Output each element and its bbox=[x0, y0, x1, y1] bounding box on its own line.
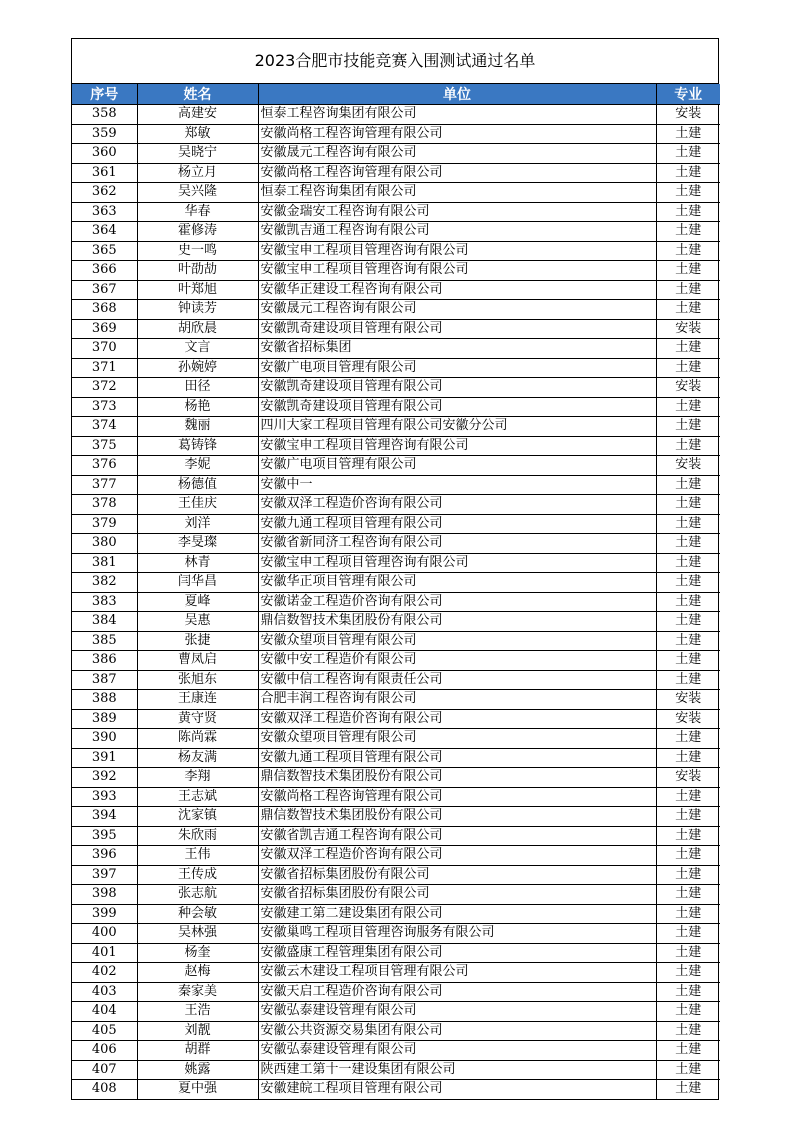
table-row bbox=[72, 904, 720, 924]
row-number: 370 bbox=[72, 339, 137, 359]
table-row bbox=[72, 807, 720, 827]
company-name: 安徽弘泰建设管理有限公司 bbox=[258, 1002, 656, 1022]
company-name: 安徽众望项目管理有限公司 bbox=[258, 631, 656, 651]
major-label: 土建 bbox=[656, 729, 720, 749]
person-name: 王伟 bbox=[137, 846, 258, 866]
row-number: 389 bbox=[72, 709, 137, 729]
company-name: 安徽宝申工程项目管理咨询有限公司 bbox=[258, 436, 656, 456]
major-label: 土建 bbox=[656, 651, 720, 671]
major-label: 土建 bbox=[656, 846, 720, 866]
table-row bbox=[72, 865, 720, 885]
person-name: 张捷 bbox=[137, 631, 258, 651]
company-name: 安徽省新同济工程咨询有限公司 bbox=[258, 534, 656, 554]
major-label: 土建 bbox=[656, 163, 720, 183]
row-number: 362 bbox=[72, 183, 137, 203]
table-row bbox=[72, 397, 720, 417]
major-label: 土建 bbox=[656, 885, 720, 905]
person-name: 王传成 bbox=[137, 865, 258, 885]
row-number: 364 bbox=[72, 222, 137, 242]
column-header-major: 专业 bbox=[656, 84, 720, 105]
major-label: 土建 bbox=[656, 339, 720, 359]
company-name: 安徽晟元工程咨询有限公司 bbox=[258, 144, 656, 164]
row-number: 397 bbox=[72, 865, 137, 885]
row-number: 393 bbox=[72, 787, 137, 807]
company-name: 安徽省招标集团股份有限公司 bbox=[258, 865, 656, 885]
row-number: 359 bbox=[72, 124, 137, 144]
row-number: 380 bbox=[72, 534, 137, 554]
major-label: 土建 bbox=[656, 592, 720, 612]
person-name: 钟读芳 bbox=[137, 300, 258, 320]
major-label: 土建 bbox=[656, 1021, 720, 1041]
table-row bbox=[72, 1060, 720, 1080]
person-name: 文言 bbox=[137, 339, 258, 359]
row-number: 400 bbox=[72, 924, 137, 944]
company-name: 安徽九通工程项目管理有限公司 bbox=[258, 748, 656, 768]
person-name: 郑敏 bbox=[137, 124, 258, 144]
major-label: 土建 bbox=[656, 982, 720, 1002]
company-name: 安徽广电项目管理有限公司 bbox=[258, 358, 656, 378]
major-label: 安装 bbox=[656, 768, 720, 788]
row-number: 381 bbox=[72, 553, 137, 573]
company-name: 安徽建工第二建设集团有限公司 bbox=[258, 904, 656, 924]
row-number: 386 bbox=[72, 651, 137, 671]
row-number: 379 bbox=[72, 514, 137, 534]
table-row bbox=[72, 846, 720, 866]
major-label: 土建 bbox=[656, 670, 720, 690]
row-number: 376 bbox=[72, 456, 137, 476]
major-label: 土建 bbox=[656, 943, 720, 963]
person-name: 胡群 bbox=[137, 1041, 258, 1061]
major-label: 土建 bbox=[656, 807, 720, 827]
row-number: 368 bbox=[72, 300, 137, 320]
row-number: 371 bbox=[72, 358, 137, 378]
major-label: 土建 bbox=[656, 261, 720, 281]
company-name: 安徽省招标集团股份有限公司 bbox=[258, 885, 656, 905]
person-name: 吴兴隆 bbox=[137, 183, 258, 203]
major-label: 安装 bbox=[656, 709, 720, 729]
table-row bbox=[72, 768, 720, 788]
table-row bbox=[72, 553, 720, 573]
table-row bbox=[72, 748, 720, 768]
table-row bbox=[72, 943, 720, 963]
row-number: 384 bbox=[72, 612, 137, 632]
table-row bbox=[72, 592, 720, 612]
person-name: 夏中强 bbox=[137, 1080, 258, 1099]
person-name: 魏丽 bbox=[137, 417, 258, 437]
table-row bbox=[72, 651, 720, 671]
major-label: 安装 bbox=[656, 105, 720, 125]
row-number: 396 bbox=[72, 846, 137, 866]
row-number: 408 bbox=[91, 1081, 117, 1097]
company-name: 陕西建工第十一建设集团有限公司 bbox=[258, 1060, 656, 1080]
table-row bbox=[72, 495, 720, 515]
header-row bbox=[72, 84, 720, 105]
company-name: 鼎信数智技术集团股份有限公司 bbox=[258, 768, 656, 788]
row-number: 407 bbox=[72, 1060, 137, 1080]
person-name: 高建安 bbox=[137, 105, 258, 125]
major-label: 土建 bbox=[656, 495, 720, 515]
row-number: 382 bbox=[72, 573, 137, 593]
row-number: 391 bbox=[72, 748, 137, 768]
row-number: 360 bbox=[72, 144, 137, 164]
person-name: 朱欣雨 bbox=[137, 826, 258, 846]
column-header-unit: 单位 bbox=[258, 84, 656, 105]
major-label: 土建 bbox=[656, 631, 720, 651]
row-number: 366 bbox=[72, 261, 137, 281]
row-number: 372 bbox=[72, 378, 137, 398]
company-name: 安徽尚格工程咨询管理有限公司 bbox=[258, 163, 656, 183]
table-row bbox=[72, 124, 720, 144]
person-name: 霍修涛 bbox=[137, 222, 258, 242]
person-name: 种会敏 bbox=[137, 904, 258, 924]
company-name: 恒泰工程咨询集团有限公司 bbox=[258, 183, 656, 203]
person-name: 杨艳 bbox=[137, 397, 258, 417]
table-row bbox=[72, 1021, 720, 1041]
major-label: 土建 bbox=[656, 963, 720, 983]
row-number: 385 bbox=[72, 631, 137, 651]
row-number: 404 bbox=[72, 1002, 137, 1022]
person-name: 叶郑旭 bbox=[137, 280, 258, 300]
table-row bbox=[72, 436, 720, 456]
major-label: 安装 bbox=[656, 319, 720, 339]
company-name: 安徽尚格工程咨询管理有限公司 bbox=[258, 787, 656, 807]
company-name: 鼎信数智技术集团股份有限公司 bbox=[258, 612, 656, 632]
person-name: 李妮 bbox=[137, 456, 258, 476]
table-row bbox=[72, 982, 720, 1002]
table-row bbox=[72, 378, 720, 398]
table-row bbox=[72, 475, 720, 495]
major-label: 土建 bbox=[656, 924, 720, 944]
major-label: 土建 bbox=[656, 1060, 720, 1080]
company-name: 安徽凯吉通工程咨询有限公司 bbox=[258, 222, 656, 242]
company-name: 安徽金瑞安工程咨询有限公司 bbox=[258, 202, 656, 222]
company-name: 安徽盛康工程管理集团有限公司 bbox=[258, 943, 656, 963]
roster-body bbox=[72, 105, 720, 1099]
company-name: 安徽宝申工程项目管理咨询有限公司 bbox=[258, 261, 656, 281]
major-label: 土建 bbox=[656, 904, 720, 924]
major-label: 土建 bbox=[656, 553, 720, 573]
company-name: 安徽双泽工程造价咨询有限公司 bbox=[258, 495, 656, 515]
table-row bbox=[72, 924, 720, 944]
table-row bbox=[72, 534, 720, 554]
company-name: 安徽中信工程咨询有限责任公司 bbox=[258, 670, 656, 690]
major-label: 土建 bbox=[656, 358, 720, 378]
row-number: 398 bbox=[72, 885, 137, 905]
company-name: 安徽公共资源交易集团有限公司 bbox=[258, 1021, 656, 1041]
person-name: 李翔 bbox=[137, 768, 258, 788]
person-name: 葛铸锋 bbox=[137, 436, 258, 456]
table-row bbox=[72, 1041, 720, 1061]
row-number: 373 bbox=[72, 397, 137, 417]
table-row bbox=[72, 670, 720, 690]
company-name: 安徽省招标集团 bbox=[258, 339, 656, 359]
major-label: 安装 bbox=[656, 690, 720, 710]
person-name: 吴惠 bbox=[137, 612, 258, 632]
major-label: 土建 bbox=[656, 241, 720, 261]
person-name: 王志斌 bbox=[137, 787, 258, 807]
company-name: 安徽中一 bbox=[258, 475, 656, 495]
table-row bbox=[72, 963, 720, 983]
company-name: 安徽省凯吉通工程咨询有限公司 bbox=[258, 826, 656, 846]
company-name: 安徽华正建设工程咨询有限公司 bbox=[258, 280, 656, 300]
row-number: 406 bbox=[72, 1041, 137, 1061]
person-name: 陈尚霖 bbox=[137, 729, 258, 749]
company-name: 安徽巢鸣工程项目管理咨询服务有限公司 bbox=[258, 924, 656, 944]
person-name: 孙婉婷 bbox=[137, 358, 258, 378]
row-number: 377 bbox=[72, 475, 137, 495]
major-label: 土建 bbox=[656, 1041, 720, 1061]
major-label: 土建 bbox=[656, 144, 720, 164]
row-number: 394 bbox=[72, 807, 137, 827]
row-number: 401 bbox=[72, 943, 137, 963]
person-name: 曹凤启 bbox=[137, 651, 258, 671]
table-row bbox=[72, 1080, 720, 1099]
person-name: 刘靓 bbox=[137, 1021, 258, 1041]
row-number: 369 bbox=[72, 319, 137, 339]
table-row bbox=[72, 280, 720, 300]
major-label: 安装 bbox=[656, 456, 720, 476]
row-number: 392 bbox=[72, 768, 137, 788]
company-name: 鼎信数智技术集团股份有限公司 bbox=[258, 807, 656, 827]
person-name: 史一鸣 bbox=[137, 241, 258, 261]
company-name: 安徽建皖工程项目管理有限公司 bbox=[258, 1080, 656, 1099]
person-name: 张旭东 bbox=[137, 670, 258, 690]
major-label: 土建 bbox=[656, 475, 720, 495]
company-name: 安徽广电项目管理有限公司 bbox=[258, 456, 656, 476]
row-number: 402 bbox=[72, 963, 137, 983]
row-number: 378 bbox=[72, 495, 137, 515]
company-name: 安徽弘泰建设管理有限公司 bbox=[258, 1041, 656, 1061]
person-name: 张志航 bbox=[137, 885, 258, 905]
table-row bbox=[72, 222, 720, 242]
person-name: 刘洋 bbox=[137, 514, 258, 534]
major-label: 土建 bbox=[656, 534, 720, 554]
table-row bbox=[72, 456, 720, 476]
table-row bbox=[72, 690, 720, 710]
table-row bbox=[72, 241, 720, 261]
major-label: 土建 bbox=[656, 1080, 720, 1099]
person-name: 胡欣晨 bbox=[137, 319, 258, 339]
table-row bbox=[72, 709, 720, 729]
table-row bbox=[72, 339, 720, 359]
table-row bbox=[72, 514, 720, 534]
major-label: 土建 bbox=[656, 1002, 720, 1022]
person-name: 田径 bbox=[137, 378, 258, 398]
major-label: 土建 bbox=[656, 514, 720, 534]
person-name: 杨奎 bbox=[137, 943, 258, 963]
page-title: 2023合肥市技能竞赛入围测试通过名单 bbox=[72, 39, 718, 84]
company-name: 安徽九通工程项目管理有限公司 bbox=[258, 514, 656, 534]
row-number: 374 bbox=[72, 417, 137, 437]
person-name: 杨德值 bbox=[137, 475, 258, 495]
company-name: 安徽宝申工程项目管理咨询有限公司 bbox=[258, 241, 656, 261]
table-row bbox=[72, 202, 720, 222]
table-row bbox=[72, 144, 720, 164]
major-label: 土建 bbox=[656, 280, 720, 300]
company-name: 安徽宝申工程项目管理咨询有限公司 bbox=[258, 553, 656, 573]
company-name: 合肥丰润工程咨询有限公司 bbox=[258, 690, 656, 710]
major-label: 土建 bbox=[656, 202, 720, 222]
row-number: 388 bbox=[72, 690, 137, 710]
major-label: 土建 bbox=[656, 124, 720, 144]
table-row bbox=[72, 729, 720, 749]
table-row bbox=[72, 105, 720, 125]
person-name: 王康连 bbox=[137, 690, 258, 710]
column-header-name: 姓名 bbox=[137, 84, 258, 105]
row-number: 365 bbox=[72, 241, 137, 261]
roster-sheet bbox=[71, 38, 719, 1100]
row-number: 383 bbox=[72, 592, 137, 612]
person-name: 李旻璨 bbox=[137, 534, 258, 554]
company-name: 安徽凯奇建设项目管理有限公司 bbox=[258, 378, 656, 398]
table-row bbox=[72, 612, 720, 632]
company-name: 安徽天启工程造价咨询有限公司 bbox=[258, 982, 656, 1002]
person-name: 吴晓宁 bbox=[137, 144, 258, 164]
company-name: 安徽中安工程造价有限公司 bbox=[258, 651, 656, 671]
major-label: 土建 bbox=[656, 397, 720, 417]
person-name: 吴林强 bbox=[137, 924, 258, 944]
table-row bbox=[72, 885, 720, 905]
company-name: 安徽双泽工程造价咨询有限公司 bbox=[258, 709, 656, 729]
person-name: 赵梅 bbox=[137, 963, 258, 983]
table-row bbox=[72, 631, 720, 651]
table-row bbox=[72, 358, 720, 378]
table-row bbox=[72, 1002, 720, 1022]
row-number: 375 bbox=[72, 436, 137, 456]
major-label: 土建 bbox=[656, 826, 720, 846]
major-label: 土建 bbox=[656, 183, 720, 203]
table-row bbox=[72, 826, 720, 846]
major-label: 土建 bbox=[656, 865, 720, 885]
person-name: 叶劭劼 bbox=[137, 261, 258, 281]
person-name: 林青 bbox=[137, 553, 258, 573]
person-name: 秦家美 bbox=[137, 982, 258, 1002]
table-row bbox=[72, 573, 720, 593]
person-name: 杨立月 bbox=[137, 163, 258, 183]
major-label: 土建 bbox=[656, 417, 720, 437]
table-row bbox=[72, 183, 720, 203]
person-name: 沈家镇 bbox=[137, 807, 258, 827]
person-name: 姚露 bbox=[137, 1060, 258, 1080]
person-name: 闫华昌 bbox=[137, 573, 258, 593]
table-row bbox=[72, 417, 720, 437]
person-name: 夏峰 bbox=[137, 592, 258, 612]
major-label: 土建 bbox=[656, 573, 720, 593]
row-number: 403 bbox=[72, 982, 137, 1002]
table-row bbox=[72, 261, 720, 281]
company-name: 安徽凯奇建设项目管理有限公司 bbox=[258, 397, 656, 417]
row-number: 363 bbox=[72, 202, 137, 222]
company-name: 安徽云木建设工程项目管理有限公司 bbox=[258, 963, 656, 983]
table-row bbox=[72, 163, 720, 183]
roster-table bbox=[72, 84, 720, 1099]
major-label: 土建 bbox=[656, 436, 720, 456]
company-name: 安徽尚格工程咨询管理有限公司 bbox=[258, 124, 656, 144]
row-number: 358 bbox=[72, 105, 137, 125]
company-name: 安徽双泽工程造价咨询有限公司 bbox=[258, 846, 656, 866]
major-label: 土建 bbox=[656, 748, 720, 768]
major-label: 土建 bbox=[656, 787, 720, 807]
table-row bbox=[72, 319, 720, 339]
company-name: 安徽晟元工程咨询有限公司 bbox=[258, 300, 656, 320]
company-name: 安徽众望项目管理有限公司 bbox=[258, 729, 656, 749]
major-label: 土建 bbox=[656, 300, 720, 320]
table-row bbox=[72, 300, 720, 320]
major-label: 土建 bbox=[656, 222, 720, 242]
major-label: 土建 bbox=[656, 612, 720, 632]
company-name: 四川大家工程项目管理有限公司安徽分公司 bbox=[258, 417, 656, 437]
company-name: 安徽凯奇建设项目管理有限公司 bbox=[258, 319, 656, 339]
company-name: 安徽诺金工程造价咨询有限公司 bbox=[258, 592, 656, 612]
row-number: 395 bbox=[72, 826, 137, 846]
person-name: 王佳庆 bbox=[137, 495, 258, 515]
row-number: 405 bbox=[72, 1021, 137, 1041]
table-row bbox=[72, 787, 720, 807]
company-name: 恒泰工程咨询集团有限公司 bbox=[258, 105, 656, 125]
row-number: 387 bbox=[72, 670, 137, 690]
person-name: 王浩 bbox=[137, 1002, 258, 1022]
person-name: 黄守贤 bbox=[137, 709, 258, 729]
major-label: 安装 bbox=[656, 378, 720, 398]
column-header-number: 序号 bbox=[72, 84, 137, 105]
row-number: 399 bbox=[72, 904, 137, 924]
row-number: 367 bbox=[72, 280, 137, 300]
row-number: 390 bbox=[72, 729, 137, 749]
person-name: 杨友满 bbox=[137, 748, 258, 768]
person-name: 华春 bbox=[137, 202, 258, 222]
row-number: 361 bbox=[72, 163, 137, 183]
company-name: 安徽华正项目管理有限公司 bbox=[258, 573, 656, 593]
